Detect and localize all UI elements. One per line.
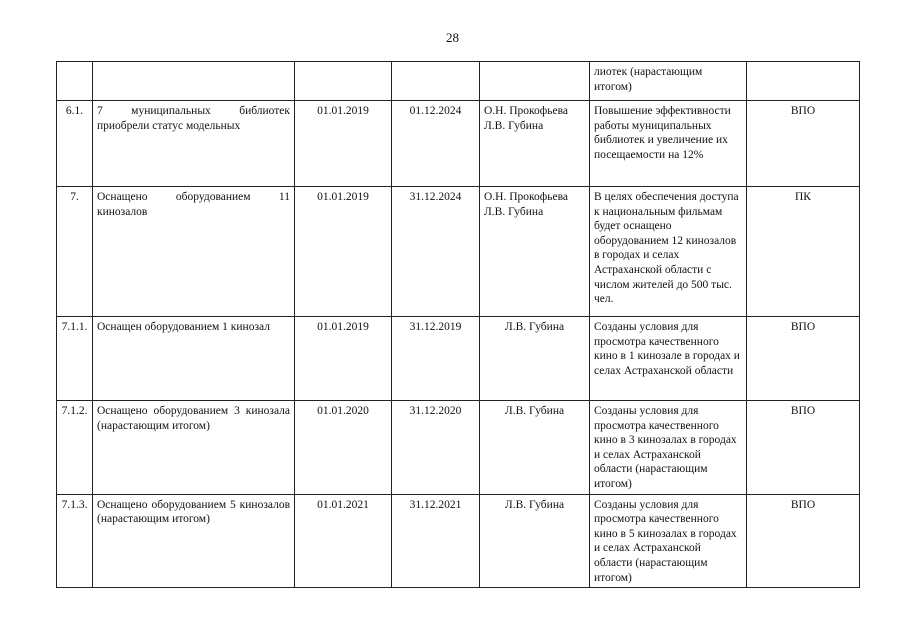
end-date: 31.12.2021 [392,494,480,588]
event-name [93,62,295,101]
result-type: ПК [747,187,860,317]
start-date: 01.01.2021 [295,494,392,588]
end-date [392,62,480,101]
end-date: 31.12.2020 [392,401,480,495]
expected-result: Созданы условия для просмотра качественного кино в 1 кинозале в городах и селах Астраханской области [590,317,747,401]
event-name: Оснащено оборудованием 11 кинозалов [93,187,295,317]
start-date: 01.01.2019 [295,187,392,317]
result-type [747,62,860,101]
row-number: 7.1.3. [57,494,93,588]
responsible: Л.В. Губина [480,317,590,401]
start-date [295,62,392,101]
expected-result: В целях обеспечения доступа к национальным фильмам будет оснащено оборудованием 12 кинозалов в городах и селах Астраханской области с числом жителей до 500 тыс. чел. [590,187,747,317]
expected-result: лиотек (нарастающим итогом) [590,62,747,101]
row-number: 7. [57,187,93,317]
end-date: 31.12.2024 [392,187,480,317]
plan-table [56,61,860,588]
start-date: 01.01.2020 [295,401,392,495]
start-date: 01.01.2019 [295,101,392,187]
event-name: 7 муниципальных библиотек приобрели статус модельных [93,101,295,187]
table-row [57,494,860,588]
table-row [57,317,860,401]
row-number: 7.1.1. [57,317,93,401]
table-row [57,62,860,101]
end-date: 01.12.2024 [392,101,480,187]
table-row [57,101,860,187]
responsible [480,62,590,101]
result-type: ВПО [747,401,860,495]
row-number: 6.1. [57,101,93,187]
row-number [57,62,93,101]
expected-result: Повышение эффективности работы муниципальных библиотек и увеличение их посещаемости на 12% [590,101,747,187]
result-type: ВПО [747,101,860,187]
event-name: Оснащено оборудованием 3 кинозала (нарастающим итогом) [93,401,295,495]
result-type: ВПО [747,317,860,401]
table-row [57,401,860,495]
responsible: Л.В. Губина [480,401,590,495]
row-number: 7.1.2. [57,401,93,495]
responsible: О.Н. Прокофьева Л.В. Губина [480,101,590,187]
event-name: Оснащено оборудованием 5 кинозалов (нарастающим итогом) [93,494,295,588]
page-number: 28 [446,30,459,45]
event-name: Оснащен оборудованием 1 кинозал [93,317,295,401]
result-type: ВПО [747,494,860,588]
responsible: Л.В. Губина [480,494,590,588]
responsible: О.Н. Прокофьева Л.В. Губина [480,187,590,317]
expected-result: Созданы условия для просмотра качественного кино в 5 кинозалах в городах и селах Астраханской области (нарастающим итогом) [590,494,747,588]
table-row [57,187,860,317]
end-date: 31.12.2019 [392,317,480,401]
expected-result: Созданы условия для просмотра качественного кино в 3 кинозалах в городах и селах Астраханской области (нарастающим итогом) [590,401,747,495]
start-date: 01.01.2019 [295,317,392,401]
